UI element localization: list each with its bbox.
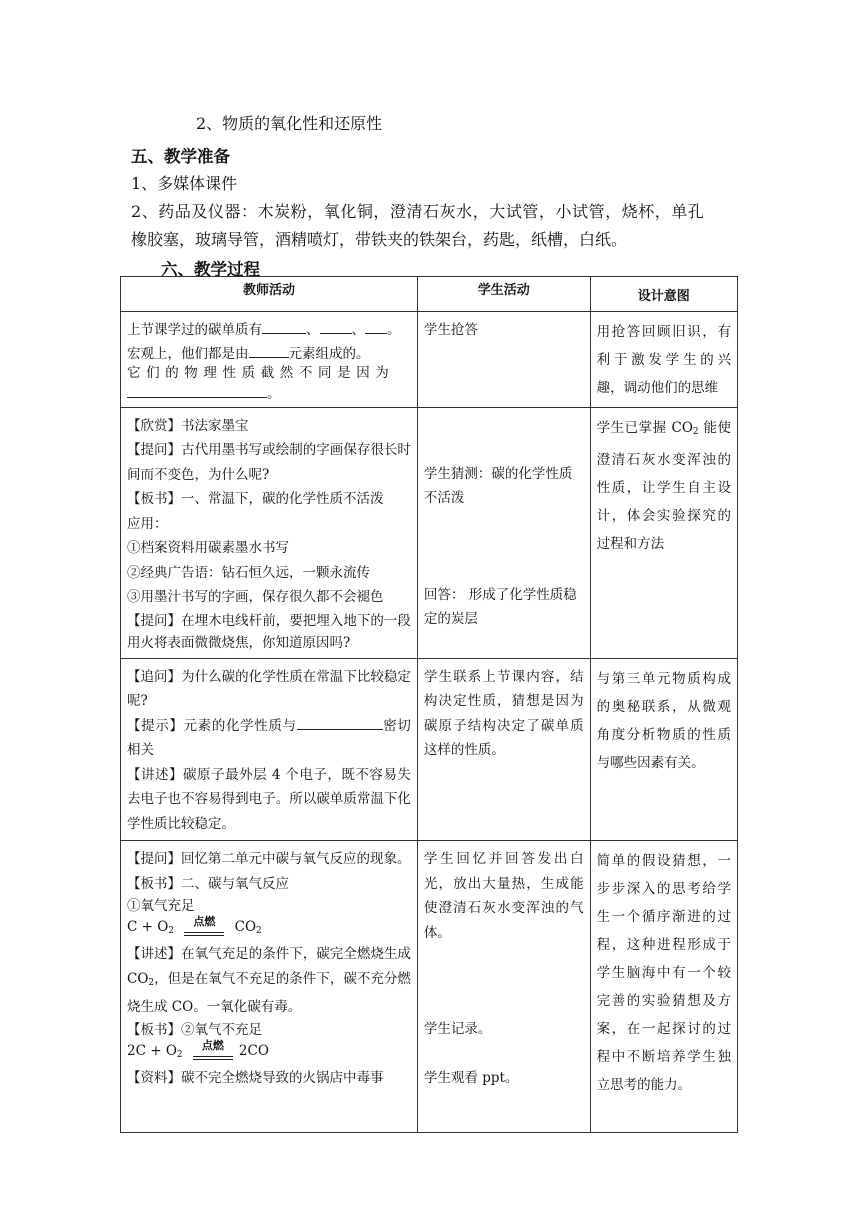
item-2-oxidation-reduction: 2、物质的氧化性和还原性 (196, 114, 383, 133)
prep-item-2-line-2: 橡胶塞，玻璃导管，酒精喷灯，带铁夹的铁架台，药匙，纸槽，白纸。 (131, 230, 628, 249)
text: CO (234, 919, 257, 935)
text: 【提问】在埋木电线杆前，要把埋入地下的一段用火将表面微微烧焦，你知道原因吗? (127, 612, 411, 651)
blank-line (127, 383, 267, 398)
subscript: 2 (256, 926, 262, 936)
text: 【提问】回忆第二单元中碳与氧气反应的现象。 (127, 851, 411, 867)
intent-cell (590, 658, 737, 841)
text: ③用墨汁书写的字画，保存很久都不会褪色 (127, 589, 384, 605)
ignite-arrow-icon (193, 1038, 233, 1066)
equation-complete-combustion (127, 916, 411, 942)
text: 学生抢答 (423, 322, 478, 338)
text: 。 (267, 385, 281, 402)
text: ②经典广告语：钻石恒久远，一颗永流传 (127, 564, 370, 581)
teacher-cell (121, 658, 418, 841)
text: 【板书】②氧气不充足 (127, 1021, 262, 1038)
table-row (121, 658, 738, 841)
teacher-cell (121, 407, 418, 658)
text: 密切相关 (127, 717, 411, 758)
text: 学生记录。 (423, 1021, 492, 1037)
text: 学生已掌握 CO (596, 419, 693, 436)
blank-line (365, 319, 387, 334)
header-teacher-activity: 教师活动 (121, 277, 418, 312)
text: C + O (127, 919, 169, 935)
condition-label: 点燃 (201, 1038, 224, 1052)
text: 回答： 形成了化学性质稳定的炭层 (423, 586, 577, 627)
header-design-intent: 设计意图 (590, 277, 737, 312)
text: 【讲述】碳原子最外层 4 个电子，既不容易失去电子也不容易得到电子。所以碳单质常温下化学性质比较稳定。 (127, 766, 411, 832)
table-row (121, 312, 738, 408)
text: 2CO (238, 1042, 269, 1059)
subscript: 2 (148, 977, 155, 988)
text: 【欣赏】书法家墨宝 (127, 417, 249, 434)
section-6-heading: 六、教学过程 (161, 260, 260, 279)
text: 宏观上，他们都是由 (127, 345, 249, 362)
subscript: 2 (176, 1049, 183, 1060)
blank-line (320, 319, 352, 334)
prep-item-2-line-1: 2、药品及仪器：木炭粉，氧化铜，澄清石灰水，大试管，小试管，烧杯，单孔 (131, 202, 705, 221)
student-cell (417, 841, 590, 1133)
text: 、 (351, 322, 365, 338)
subscript: 2 (692, 426, 699, 437)
subscript: 2 (168, 926, 175, 936)
teacher-cell (121, 841, 418, 1133)
text: 2C + O (127, 1042, 177, 1059)
equation-incomplete-combustion (127, 1040, 411, 1066)
text: 用抢答回顾旧识，有利于激发学生的兴趣，调动他们的思维 (596, 324, 731, 396)
text: 学生观看 ppt。 (423, 1069, 519, 1086)
header-student-activity: 学生活动 (417, 277, 590, 312)
text: 简单的假设猜想，一步步深入的思考给学生一个循序渐进的过程，这种进程形成于学生脑海中有一个较完善的实验猜想及方案，在一起探讨的过程中不断培养学生独立思考的能力。 (596, 853, 731, 1093)
text: 它们的物理性质截然不同是因为 (127, 364, 395, 381)
condition-label: 点燃 (193, 915, 216, 928)
table-header-row (121, 277, 738, 312)
text: 、 (306, 322, 320, 338)
intent-cell (590, 841, 737, 1133)
text: 学生联系上节课内容，结构决定性质，猜想是因为碳原子结构决定了碳单质这样的性质。 (423, 668, 584, 758)
ignite-arrow-icon (184, 915, 224, 942)
text: 上节课学过的碳单质有 (127, 322, 262, 338)
text: 【追问】为什么碳的化学性质在常温下比较稳定呢? (127, 668, 411, 709)
text: 元素组成的。 (288, 345, 370, 362)
text: 【板书】二、碳与氧气反应 (127, 875, 289, 892)
text: 【板书】一、常温下，碳的化学性质不活泼 (127, 491, 384, 507)
table-row (121, 841, 738, 1133)
text: ①档案资料用碳素墨水书写 (127, 540, 289, 556)
student-cell (417, 407, 590, 658)
text: 。 (387, 322, 401, 338)
blank-line (249, 343, 289, 358)
text: 学生猜测：碳的化学性质不活泼 (423, 465, 573, 506)
text: 【讲述】在氧气充足的条件下，碳完全燃烧生成 CO (127, 946, 411, 987)
blank-line (262, 319, 306, 334)
text: 【提问】古代用墨书写或绘制的字画保存很长时间而不变色，为什么呢? (127, 442, 411, 483)
text: 应用： (127, 515, 168, 532)
text: ，但是在氧气不充足的条件下，碳不充分燃烧生成 CO。一氧化碳有毒。 (127, 970, 411, 1015)
student-cell (417, 658, 590, 841)
text: 与第三单元物质构成的奥秘联系，从微观角度分析物质的性质与哪些因素有关。 (596, 670, 731, 771)
intent-cell (590, 312, 737, 408)
teaching-process-table (120, 276, 738, 1133)
text: 【资料】碳不完全燃烧导致的火锅店中毒事 (127, 1069, 384, 1086)
text: 学生回忆并回答发出白光，放出大量热，生成能使澄清石灰水变浑浊的气体。 (423, 851, 584, 941)
section-5-heading: 五、教学准备 (131, 147, 230, 166)
blank-line (297, 715, 383, 730)
text: 能使澄清石灰水变浑浊的性质，让学生自主设计，体会实验探究的过程和方法 (596, 419, 731, 552)
table-row (121, 407, 738, 658)
intent-cell (590, 407, 737, 658)
text: ①氧气充足 (127, 898, 195, 914)
teacher-cell (121, 312, 418, 408)
text: 【提示】元素的化学性质与 (127, 717, 297, 734)
prep-item-1: 1、多媒体课件 (131, 174, 238, 193)
student-cell (417, 312, 590, 408)
